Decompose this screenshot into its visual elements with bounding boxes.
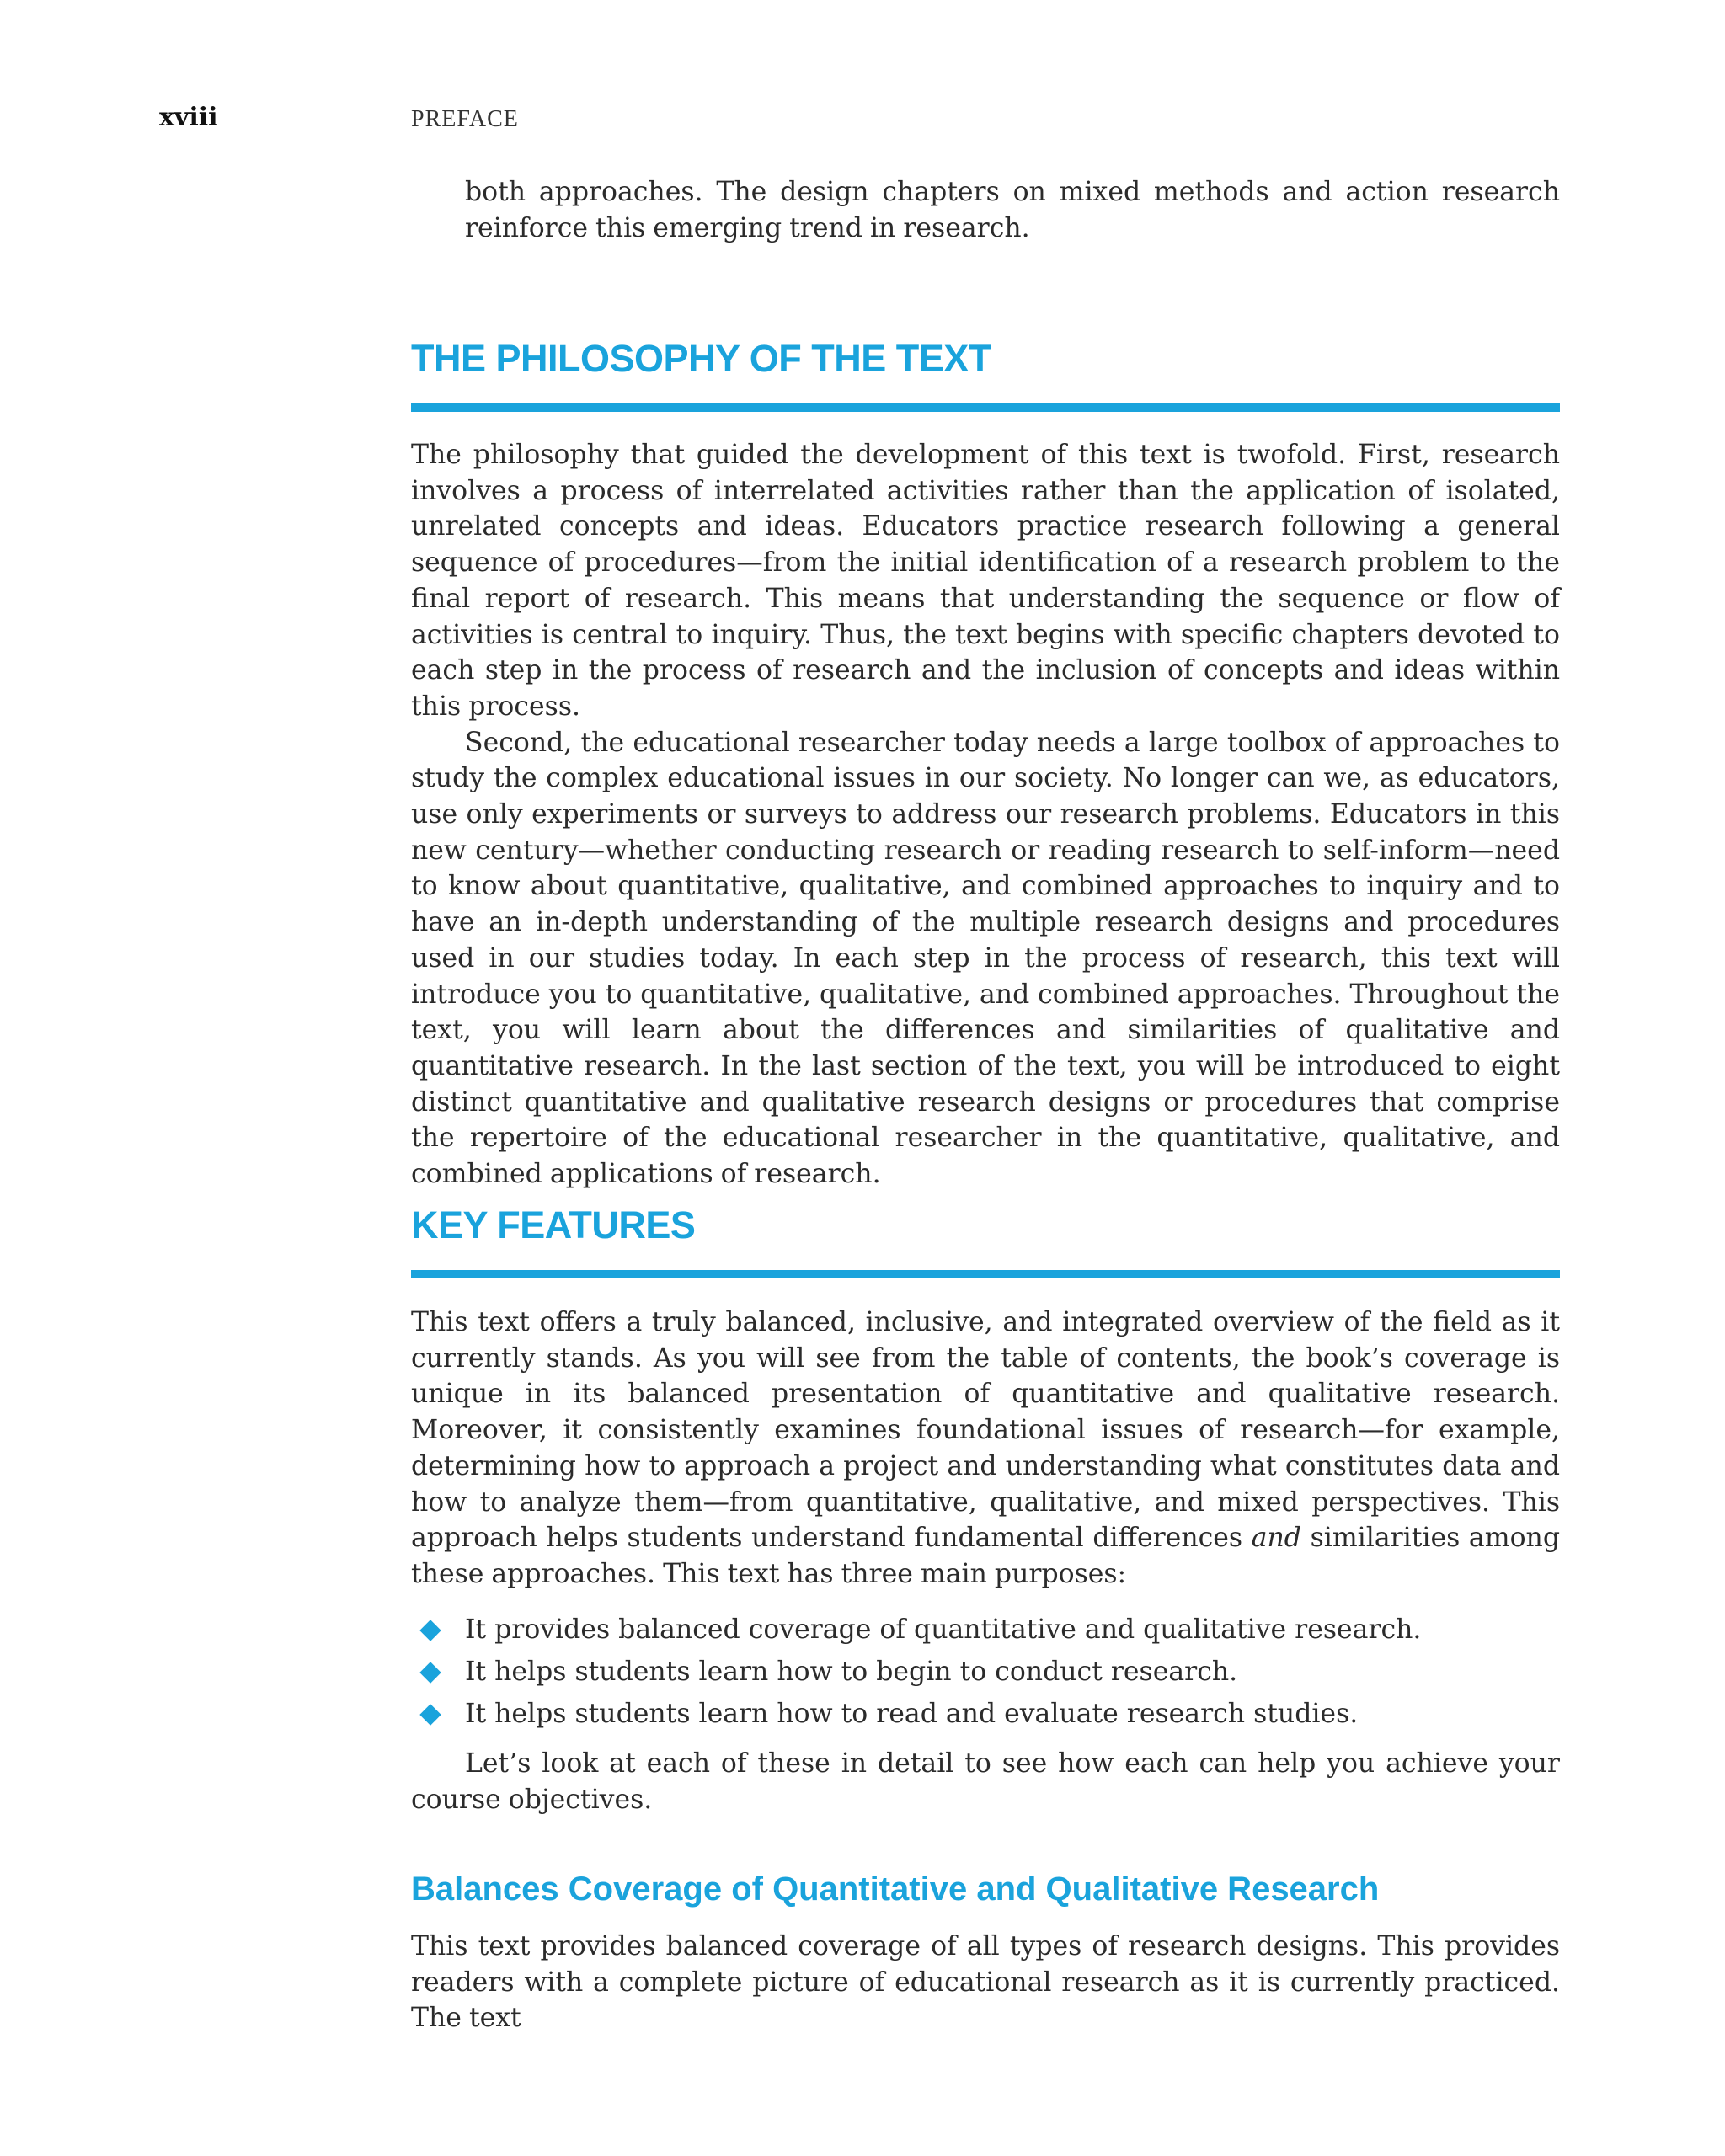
key-features-text-b: similarities among these approaches. This text has three main purposes:: [411, 1523, 1560, 1589]
purposes-list: [411, 1609, 1560, 1735]
followup-paragraph: Let’s look at each of these in detail to see how each can help you achieve your course objectives.: [411, 1748, 1560, 1815]
key-features-paragraph: [411, 1305, 1560, 1593]
section-title-key-features: KEY FEATURES: [411, 1203, 696, 1246]
diamond-bullet-icon: [419, 1662, 441, 1683]
running-head: PREFACE: [411, 106, 519, 132]
section-title-philosophy: THE PHILOSOPHY OF THE TEXT: [411, 337, 991, 380]
key-features-emphasis: and: [1251, 1523, 1301, 1554]
followup-body: [411, 1746, 1560, 1817]
intro-paragraph: both approaches. The design chapters on mixed methods and action research reinforce this emerging trend in research.: [465, 177, 1560, 243]
key-features-text-a: This text offers a truly balanced, inclusive, and integrated overview of the field as it currently stands. As you will see from the table of contents, the book’s coverage is unique in its balanced presentation of quantitative and qualitative research. Moreover, it consistently examines foundational issues of research—for example, determining how to approach a project and understanding what constitutes data and how to analyze them—from quantitative, qualitative, and mixed perspectives. This approach helps students understand fundamental differences: [411, 1307, 1560, 1554]
section-rule-philosophy: [411, 403, 1560, 412]
philosophy-body: [411, 437, 1560, 1193]
list-item-text: It helps students learn how to read and evaluate research studies.: [465, 1699, 1359, 1729]
balances-paragraph: This text provides balanced coverage of all types of research designs. This provides readers with a complete picture of educational research as it is currently practiced. The text: [411, 1931, 1560, 2034]
section-rule-key-features: [411, 1270, 1560, 1278]
philosophy-paragraph-1: The philosophy that guided the development of this text is twofold. First, research involves a process of interrelated activities rather than the application of isolated, unrelated concepts and ideas. Educators practice research following a general sequence of procedures—from the initial identification of a research problem to the final report of research. This means that understanding the sequence or flow of activities is central to inquiry. Thus, the text begins with specific chapters devoted to each step in the process of research and the inclusion of concepts and ideas within this process.: [411, 440, 1560, 722]
list-item-text: It provides balanced coverage of quantitative and qualitative research.: [465, 1614, 1422, 1645]
page-number: xviii: [159, 103, 218, 132]
list-item: [411, 1609, 1560, 1651]
key-features-body: [411, 1305, 1560, 1593]
subsection-title-balances: Balances Coverage of Quantitative and Qualitative Research: [411, 1870, 1380, 1908]
list-item: [411, 1693, 1560, 1735]
diamond-bullet-icon: [419, 1704, 441, 1725]
diamond-bullet-icon: [419, 1620, 441, 1641]
philosophy-paragraph-2: Second, the educational researcher today needs a large toolbox of approaches to study the complex educational issues in our society. No longer can we, as educators, use only experiments or surveys to address our research problems. Educators in this new century—whether conducting research or reading research to self-inform—need to know about quantitative, qualitative, and combined approaches to inquiry and to have an in-depth understanding of the multiple research designs and procedures used in our studies today. In each step in the process of research, this text will introduce you to quantitative, qualitative, and combined approaches. Throughout the text, you will learn about the differences and similarities of qualitative and quantitative research. In the last section of the text, you will be introduced to eight distinct quantitative and qualitative research designs or procedures that comprise the repertoire of the educational researcher in the quantitative, qualitative, and combined applications of research.: [411, 727, 1560, 1190]
list-item: [411, 1651, 1560, 1693]
list-item-text: It helps students learn how to begin to conduct research.: [465, 1657, 1238, 1687]
balances-body: [411, 1929, 1560, 2036]
